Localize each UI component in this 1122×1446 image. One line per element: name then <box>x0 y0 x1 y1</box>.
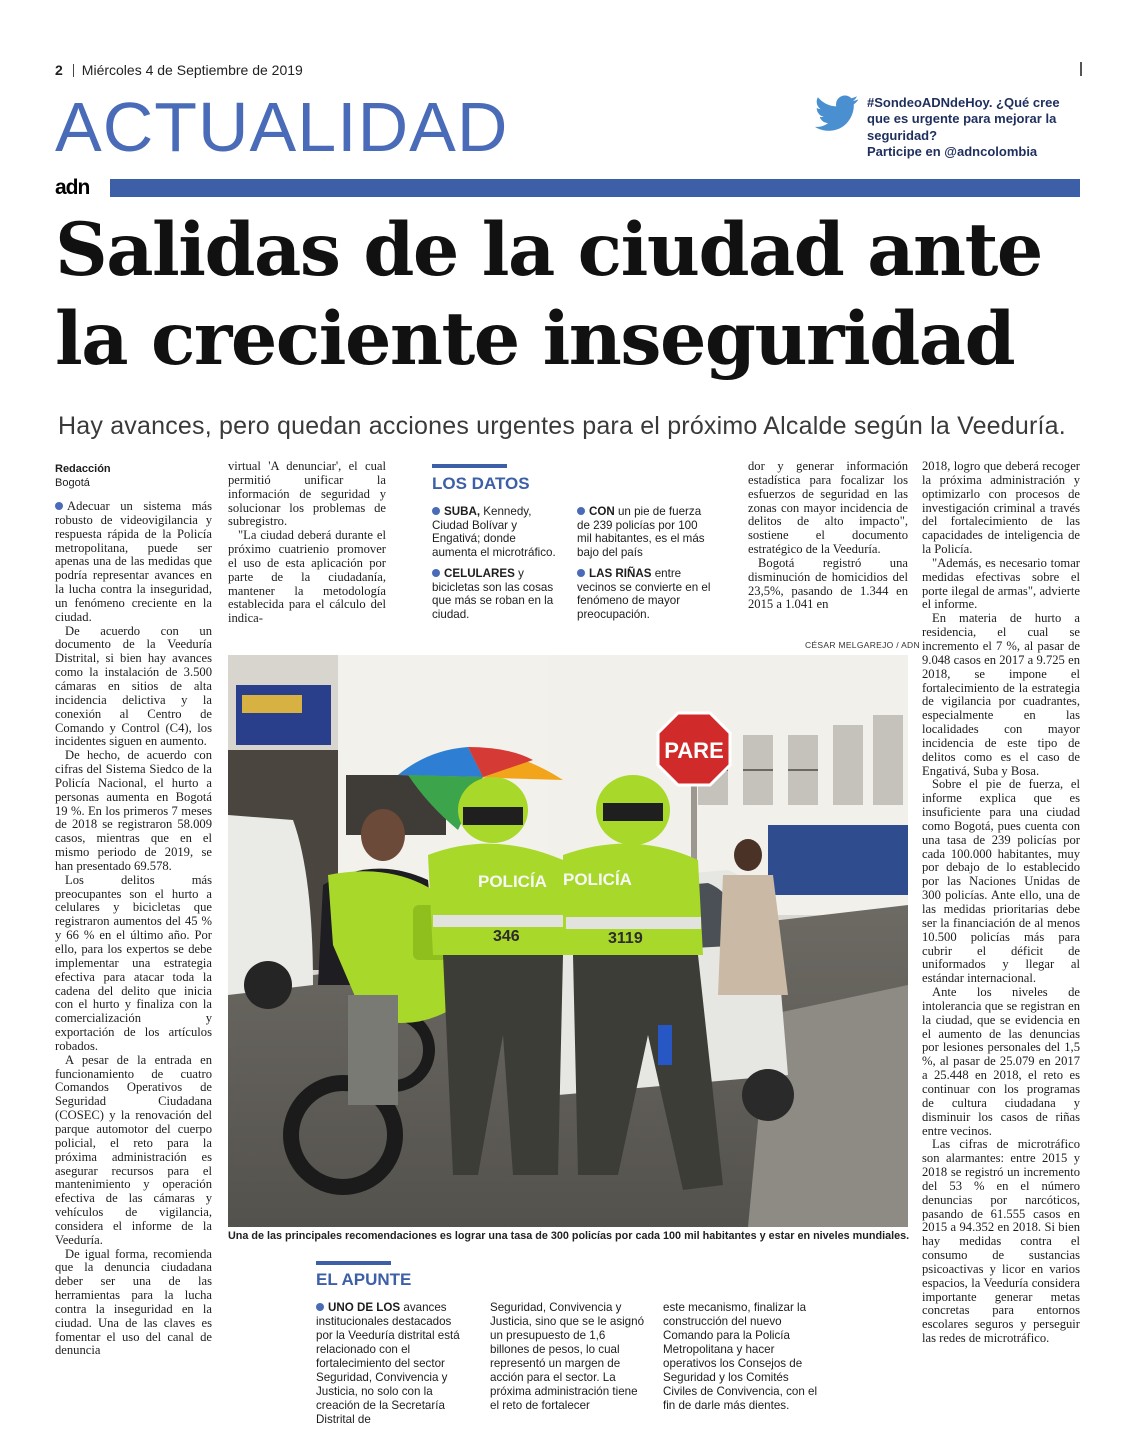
brand-bar <box>55 178 1080 198</box>
brand-stripe <box>110 179 1080 197</box>
twitter-question: #SondeoADNdeHoy. ¿Qué cree que es urgente para mejorar la seguridad? <box>867 95 1060 143</box>
header-divider <box>73 64 74 77</box>
subheadline: Hay avances, pero quedan acciones urgentes para el próximo Alcalde según la Veeduría. <box>58 412 1066 440</box>
bullet-icon <box>577 569 585 577</box>
header-tick <box>1080 62 1082 76</box>
datos-item: LAS RIÑAS entre vecinos se convierte en el fenómeno de mayor preocupación. <box>577 567 711 621</box>
page-header <box>55 62 303 78</box>
twitter-handle[interactable]: Participe en @adncolombia <box>867 143 1038 159</box>
bullet-icon <box>55 502 63 510</box>
col4-paragraph: "Además, es necesario tomar medidas efectivas sobre el porte ilegal de armas", advierte el informe. <box>922 555 1080 612</box>
col4-paragraph: Ante los niveles de intolerancia que se registran en la ciudad, que se evidencia en el aumento de las denuncias por lesiones personales del 1,5 %, al pasar de 25.079 en 2017 a 25.448 en 2018, el reto es continuar con los programas de cultura ciudadana y disminuir los casos de riñas entre vecinos. <box>922 985 1080 1138</box>
apunte-column-2: Seguridad, Convivencia y Justicia, sino que se le asignó un presupuesto de 1,6 billones de pesos, lo cual representó un margen de acción para el sector. La próxima administración tiene el reto de fortalecer <box>490 1301 645 1412</box>
bullet-icon <box>432 507 440 515</box>
article-column-1 <box>55 500 212 1358</box>
headline-line-1: Salidas de la ciudad ante <box>55 207 1042 293</box>
police-scene-illustration <box>228 655 908 1227</box>
vest-number-1: 346 <box>493 928 520 945</box>
bullet-icon <box>432 569 440 577</box>
photo-credit: CÉSAR MELGAREJO / ADN <box>805 640 920 650</box>
news-photo <box>228 655 908 1227</box>
vest-text-2: POLICÍA <box>563 870 632 889</box>
col1-paragraph: Los delitos más preocupantes son el hurto a celulares y bicicletas que registraron aumentos del 45 % y 66 % en el último año. Por ello, para los expertos se debe implementar una estrategia efectiva para atacar toda la cadena del delito que inicia con el hurto y finaliza con la comercialización y exportación de los artículos robados. <box>55 872 212 1053</box>
page-date: Miércoles 4 de Septiembre de 2019 <box>81 62 303 78</box>
byline-city: Bogotá <box>55 477 90 489</box>
headline-line-2: la creciente inseguridad <box>55 296 1015 382</box>
datos-item: CON un pie de fuerza de 239 policías por 100 mil habitantes, es el más bajo del país <box>577 505 705 559</box>
headline <box>55 206 1085 384</box>
col2-paragraph: "La ciudad deberá durante el próximo cuatrienio promover el uso de esta aplicación por parte de la ciudadanía, mantener la metodología establecida para el cálculo del indica- <box>228 528 386 626</box>
bullet-icon <box>316 1303 324 1311</box>
col1-paragraph: De hecho, de acuerdo con cifras del Sistema Siedco de la Policía Nacional, el hurto a personas aumenta en Bogotá 19 %. En los primeros 7 meses de 2018 se registraron 58.009 casos, mientras que en el mismo periodo de 2019, se han presentado 69.578. <box>55 748 212 873</box>
apunte-title: EL APUNTE <box>316 1270 412 1289</box>
col4-paragraph: Las cifras de microtráfico son alarmantes: entre 2015 y 2018 se registró un incremento del 53 % en el número denuncias por narcóticos, pasando de 61.555 casos en 2015 a 94.352 en 2018. Si bien hay medidas contra el consumo de sustancias psicoactivas y licor en varios espacios, la Veeduría considera importante generar metas concretas para entornos escolares seguros y perseguir las redes de microtráfico. <box>922 1137 1080 1346</box>
bullet-icon <box>577 507 585 515</box>
datos-rule <box>432 464 507 468</box>
byline-author: Redacción <box>55 463 111 475</box>
col4-paragraph: 2018, logro que deberá recoger la próxima administración y optimizarlo con procesos de investigación criminal a través del fortalecimiento de las capacidades de inteligencia de la Policía. <box>922 459 1080 557</box>
col4-paragraph: Sobre el pie de fuerza, el informe explica que es insuficiente para una ciudad como Bogotá, pues cuenta con una tasa de 239 policías por cada 100.000 habitantes, muy por debajo de lo establecido por las Naciones Unidas de 300 policías. Ante ello, una de las medidas prioritarias debe ser la financiación de al menos 10.500 policías más para cubrir el déficit de uniformados y llegar al estándar internacional. <box>922 777 1080 986</box>
datos-title: LOS DATOS <box>432 474 530 493</box>
col1-paragraph: De igual forma, recomienda que la denuncia ciudadana deber ser una de las herramientas para la lucha contra la inseguridad en la ciudad. Una de las claves es fomentar el uso del canal de denuncia <box>55 1246 212 1358</box>
vest-number-2: 3119 <box>608 930 643 947</box>
col1-paragraph: Adecuar un sistema más robusto de videovigilancia y respuesta rápida de la Policía metropolitana, puede ser apenas una de las medidas que podría representar avances en la lucha contra la inseguridad, un fenómeno creciente en la ciudad. <box>55 499 212 624</box>
article-column-2 <box>228 460 386 626</box>
twitter-promo <box>815 95 1065 160</box>
col3-paragraph: Bogotá registró una disminución de homicidios del 23,5%, pasando de 1.344 en 2015 a 1.041 en <box>748 555 908 612</box>
pare-sign-text: PARE <box>664 738 724 763</box>
col2-paragraph: virtual 'A denunciar', el cual permitió unificar la información de seguridad y solucionar los problemas de subregistro. <box>228 459 386 529</box>
apunte-column-1: UNO DE LOS avances institucionales destacados por la Veeduría distrital está relacionado con el fortalecimiento del sector Seguridad, Convivencia y Justicia, no solo con la creación de la Secretaría Distrital de <box>316 1301 460 1426</box>
vest-text-1: POLICÍA <box>478 872 547 891</box>
page-number: 2 <box>55 62 63 78</box>
section-title: ACTUALIDAD <box>55 88 509 166</box>
apunte-column-3: este mecanismo, finalizar la construcción del nuevo Comando para la Policía Metropolitana y hacer operativos los Consejos de Seguridad y los Comités Civiles de Convivencia, con el fin de darle más dientes. <box>663 1301 818 1412</box>
col3-paragraph: dor y generar información estadística para focalizar los esfuerzos de seguridad en las zonas con mayor incidencia de delitos de alto impacto", sostiene el documento estratégico de la Veeduría. <box>748 459 908 557</box>
datos-item: CELULARES y bicicletas son las cosas que más se roban en la ciudad. <box>432 567 554 621</box>
twitter-bird-icon <box>815 95 859 131</box>
col4-paragraph: En materia de hurto a residencia, el cual se incremento el 7 %, al pasar de 9.048 casos en 2017 a 9.725 en 2018, se impone el fortalecimiento de la estrategia de vigilancia por cuadrantes, especialmente en las localidades con mayor incidencia de este tipo de delitos como es el caso de Engativá, Suba y Bosa. <box>922 611 1080 778</box>
adn-logo: adn <box>55 176 90 199</box>
col1-paragraph: De acuerdo con un documento de la Veeduría Distrital, si bien hay avances como la instalación de 3.500 cámaras en sitios de alta incidencia delictiva y la conexión al Centro de Comando y Control (C4), los incidentes siguen en aumento. <box>55 623 212 749</box>
byline <box>55 462 111 490</box>
col1-paragraph: A pesar de la entrada en funcionamiento de cuatro Comandos Operativos de Seguridad Ciudadana (COSEC) y la renovación del parque automotor del cuerpo policial, el reto para la próxima administración es asegurar recursos para el mantenimiento y operación efectiva de las cámaras y vehículos de vigilancia, considera el informe de la Veeduría. <box>55 1052 212 1247</box>
apunte-rule <box>316 1261 391 1265</box>
photo-caption: Una de las principales recomendaciones es lograr una tasa de 300 policías por cada 100 mil habitantes y estar en niveles mundiales. <box>228 1230 910 1242</box>
datos-item: SUBA, Kennedy, Ciudad Bolívar y Engativá; donde aumenta el microtráfico. <box>432 505 556 559</box>
article-column-3 <box>748 460 908 612</box>
article-column-4 <box>922 460 1080 1346</box>
